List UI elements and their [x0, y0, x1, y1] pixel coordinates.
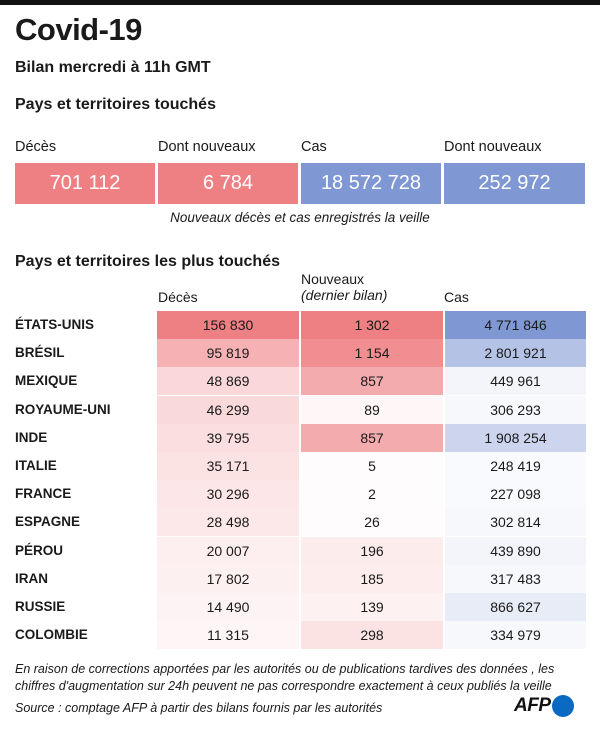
- table-row: [0, 452, 600, 480]
- table-row: [0, 537, 600, 565]
- row-country: IRAN: [15, 570, 48, 586]
- cell-deaths: 95 819: [157, 339, 299, 367]
- summary-note: Nouveaux décès et cas enregistrés la veille: [170, 210, 430, 225]
- table-row: [0, 367, 600, 395]
- column-header-new-line1: Nouveaux: [301, 271, 365, 287]
- table-row: [0, 339, 600, 367]
- table-row: [0, 593, 600, 621]
- cell-cases: 306 293: [445, 396, 586, 424]
- row-country: FRANCE: [15, 486, 72, 502]
- table-heading: Pays et territoires les plus touchés: [15, 253, 280, 270]
- cell-new: 89: [301, 396, 443, 424]
- summary-label-deaths: Décès: [15, 139, 57, 155]
- cell-new: 298: [301, 621, 443, 649]
- afp-logo: [514, 693, 574, 719]
- row-country: ROYAUME-UNI: [15, 401, 111, 417]
- summary-box-cases: 18 572 728: [301, 163, 441, 204]
- cell-new: 1 154: [301, 339, 443, 367]
- summary-heading: Pays et territoires touchés: [15, 96, 216, 113]
- cell-new: 2: [301, 480, 443, 508]
- column-header-deaths: Décès: [158, 289, 198, 305]
- column-header-new: [301, 271, 387, 303]
- table-row: [0, 508, 600, 536]
- row-country: ÉTATS-UNIS: [15, 317, 94, 332]
- row-country: COLOMBIE: [15, 627, 88, 643]
- row-country: ITALIE: [15, 458, 57, 473]
- table-row: [0, 565, 600, 593]
- cell-new: 139: [301, 593, 443, 621]
- cell-deaths: 20 007: [157, 537, 299, 565]
- cell-deaths: 14 490: [157, 593, 299, 621]
- cell-cases: 1 908 254: [445, 424, 586, 452]
- cell-deaths: 39 795: [157, 424, 299, 452]
- summary-label-new-cases: Dont nouveaux: [444, 139, 542, 155]
- summary-box-new-deaths: 6 784: [158, 163, 298, 204]
- cell-cases: 449 961: [445, 367, 586, 395]
- row-country: MEXIQUE: [15, 373, 78, 389]
- cell-new: 1 302: [301, 311, 443, 339]
- cell-cases: 227 098: [445, 480, 586, 508]
- table-row: [0, 480, 600, 508]
- row-country: INDE: [15, 429, 48, 445]
- cell-cases: 248 419: [445, 452, 586, 480]
- row-country: RUSSIE: [15, 599, 66, 614]
- cell-deaths: 35 171: [157, 452, 299, 480]
- cell-cases: 866 627: [445, 593, 586, 621]
- cell-new: 196: [301, 537, 443, 565]
- column-header-new-line2: (dernier bilan): [301, 287, 388, 303]
- table-row: [0, 621, 600, 649]
- cell-cases: 302 814: [445, 508, 586, 536]
- page-title: Covid-19: [15, 12, 142, 47]
- summary-box-deaths: 701 112: [15, 163, 155, 204]
- cell-deaths: 28 498: [157, 508, 299, 536]
- afp-logo-dot-icon: [552, 695, 574, 717]
- cell-deaths: 48 869: [157, 367, 299, 395]
- source-note: Source : comptage AFP à partir des bilans fournis par les autorités: [15, 701, 383, 715]
- cell-deaths: 156 830: [157, 311, 299, 339]
- cell-cases: 4 771 846: [445, 311, 586, 339]
- cell-deaths: 11 315: [157, 621, 299, 649]
- table-row: [0, 311, 600, 339]
- cell-cases: 317 483: [445, 565, 586, 593]
- column-header-cases: Cas: [444, 289, 469, 305]
- cell-new: 857: [301, 367, 443, 395]
- top-rule: [0, 0, 600, 5]
- row-country: BRÉSIL: [15, 345, 65, 361]
- row-country: PÉROU: [15, 542, 64, 558]
- summary-box-new-cases: 252 972: [444, 163, 585, 204]
- summary-label-cases: Cas: [301, 139, 327, 155]
- cell-new: 185: [301, 565, 443, 593]
- row-country: ESPAGNE: [15, 514, 81, 530]
- cell-deaths: 17 802: [157, 565, 299, 593]
- table-row: [0, 396, 600, 424]
- cell-cases: 334 979: [445, 621, 586, 649]
- table-row: [0, 424, 600, 452]
- cell-new: 857: [301, 424, 443, 452]
- summary-label-new-deaths: Dont nouveaux: [158, 139, 256, 155]
- cell-deaths: 46 299: [157, 396, 299, 424]
- subtitle: Bilan mercredi à 11h GMT: [15, 59, 211, 76]
- cell-cases: 2 801 921: [445, 339, 586, 367]
- cell-new: 26: [301, 508, 443, 536]
- cell-cases: 439 890: [445, 537, 586, 565]
- cell-new: 5: [301, 452, 443, 480]
- footnote: En raison de corrections apportées par les autorités ou de publications tardives des données , les chiffres d'augmentation sur 24h peuvent ne pas correspondre exactement à ceux publiés la veille: [15, 662, 555, 693]
- afp-logo-text: AFP: [514, 695, 551, 716]
- cell-deaths: 30 296: [157, 480, 299, 508]
